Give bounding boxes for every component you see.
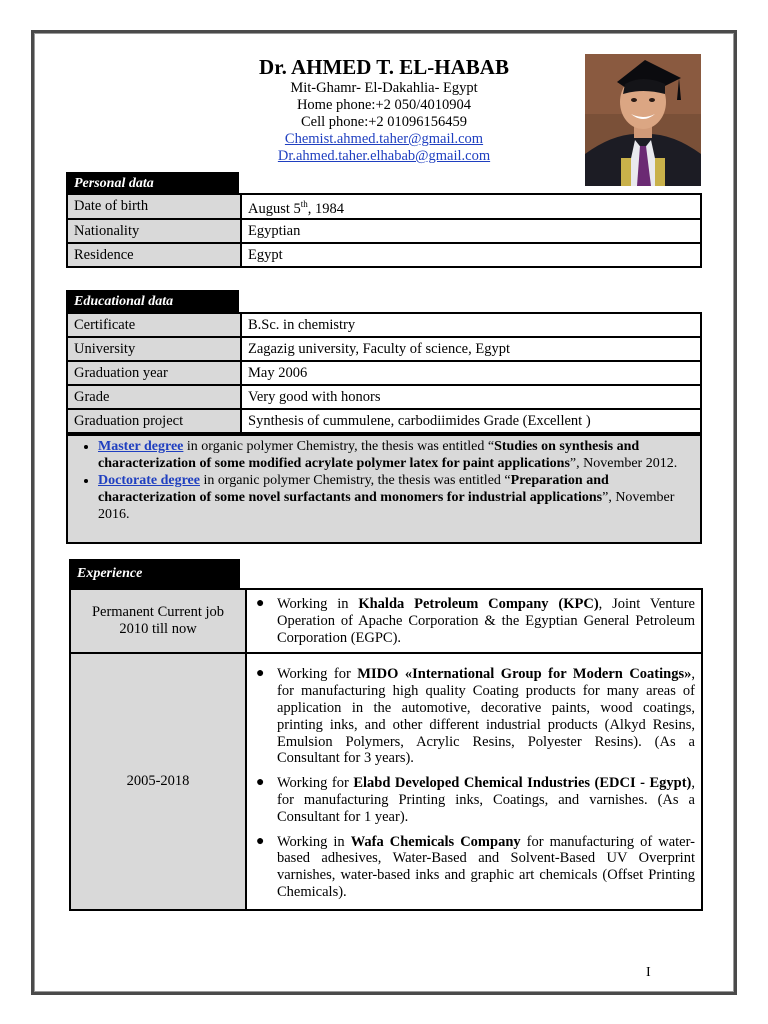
graduation-project-value: Synthesis of cummulene, carbodiimides Grade (Excellent ) (241, 409, 701, 433)
cv-header (150, 55, 618, 165)
profile-photo (585, 54, 701, 186)
experience-label: Experience (69, 559, 240, 588)
degrees-box (66, 434, 702, 544)
table-row (67, 243, 701, 267)
nationality-value: Egyptian (241, 219, 701, 243)
table-row (67, 194, 701, 219)
home-phone: Home phone:+2 050/4010904 (296, 97, 472, 113)
certificate-value: B.Sc. in chemistry (241, 313, 701, 337)
doctorate-degree-link[interactable]: Doctorate degree (98, 473, 200, 488)
period-cell: Permanent Current job 2010 till now (70, 589, 246, 653)
table-row (67, 219, 701, 243)
table-row (67, 337, 701, 361)
email-link-1[interactable]: Chemist.ahmed.taher@gmail.com (284, 131, 484, 147)
dob-key: Date of birth (67, 194, 241, 219)
doctorate-thesis-title: Preparation and characterization of some novel surfactants and monomers for industrial applications (98, 473, 609, 505)
job-description (246, 589, 702, 653)
educational-data-label: Educational data (66, 290, 239, 313)
experience-table (69, 588, 703, 911)
university-key: University (67, 337, 241, 361)
bullet-icon: ● (256, 596, 265, 611)
cell-phone: Cell phone:+2 01096156459 (300, 114, 468, 130)
educational-data-table (66, 312, 702, 434)
grade-value: Very good with honors (241, 385, 701, 409)
bullet-icon: ● (256, 833, 265, 849)
bullet-icon: ● (256, 666, 265, 682)
email-link-2[interactable]: Dr.ahmed.taher.elhabab@gmail.com (277, 148, 491, 164)
master-thesis-title: Studies on synthesis and characterization of some modified acrylate polymer latex for paint applications (98, 439, 640, 471)
nationality-key: Nationality (67, 219, 241, 243)
table-row (70, 589, 702, 653)
graduation-year-value: May 2006 (241, 361, 701, 385)
page-number: I (646, 965, 651, 980)
master-degree-link[interactable]: Master degree (98, 439, 184, 454)
list-item: • Doctorate degree in organic polymer Chemistry, the thesis was entitled “Preparation and characterization of some novel surfactants and monomers for industrial applications”, November 2016. (98, 472, 694, 523)
list-item: • Master degree in organic polymer Chemistry, the thesis was entitled “Studies on synthesis and characterization of some modified acrylate polymer latex for paint applications”, November 2012. (98, 438, 694, 472)
graduation-year-key: Graduation year (67, 361, 241, 385)
table-row (67, 313, 701, 337)
table-row (67, 361, 701, 385)
dob-value: August 5th, 1984 (241, 194, 701, 219)
job-description (246, 653, 702, 909)
residence-value: Egypt (241, 243, 701, 267)
university-value: Zagazig university, Faculty of science, Egypt (241, 337, 701, 361)
list-item: ● Working in Khalda Petroleum Company (KPC), Joint Venture Operation of Apache Corporation & the Egyptian General Petroleum Corporation (EGPC). (256, 596, 695, 646)
grade-key: Grade (67, 385, 241, 409)
address: Mit-Ghamr- El-Dakahlia- Egypt (290, 80, 478, 96)
residence-key: Residence (67, 243, 241, 267)
candidate-name: Dr. AHMED T. EL-HABAB (259, 55, 509, 79)
personal-data-label: Personal data (66, 172, 239, 195)
table-row (70, 653, 702, 909)
list-item: ● Working for MIDO «International Group for Modern Coatings», for manufacturing high quality Coating products for many areas of application in the automotive, decorative paints, wood coatings, printing inks, and other different industrial products (Alkyd Resins, Emulsion Polymers, Acrylic Resins, Polyester Resins). (As a Consultant for 3 years). (256, 666, 695, 767)
list-item: ● Working for Elabd Developed Chemical Industries (EDCI - Egypt), for manufacturing Printing inks, Coatings, and varnishes. (As a Consultant for 1 year). (256, 775, 695, 825)
certificate-key: Certificate (67, 313, 241, 337)
period-cell: 2005-2018 (70, 653, 246, 909)
graduation-project-key: Graduation project (67, 409, 241, 433)
table-row (67, 409, 701, 433)
bullet-icon: ● (256, 775, 265, 791)
list-item: ● Working in Wafa Chemicals Company for manufacturing of water-based adhesives, Water-Based and Solvent-Based UV Overprint varnishes, water-based inks and graphic art chemicals (Offset Printing Chemicals). (256, 833, 695, 900)
personal-data-table (66, 193, 702, 268)
table-row (67, 385, 701, 409)
